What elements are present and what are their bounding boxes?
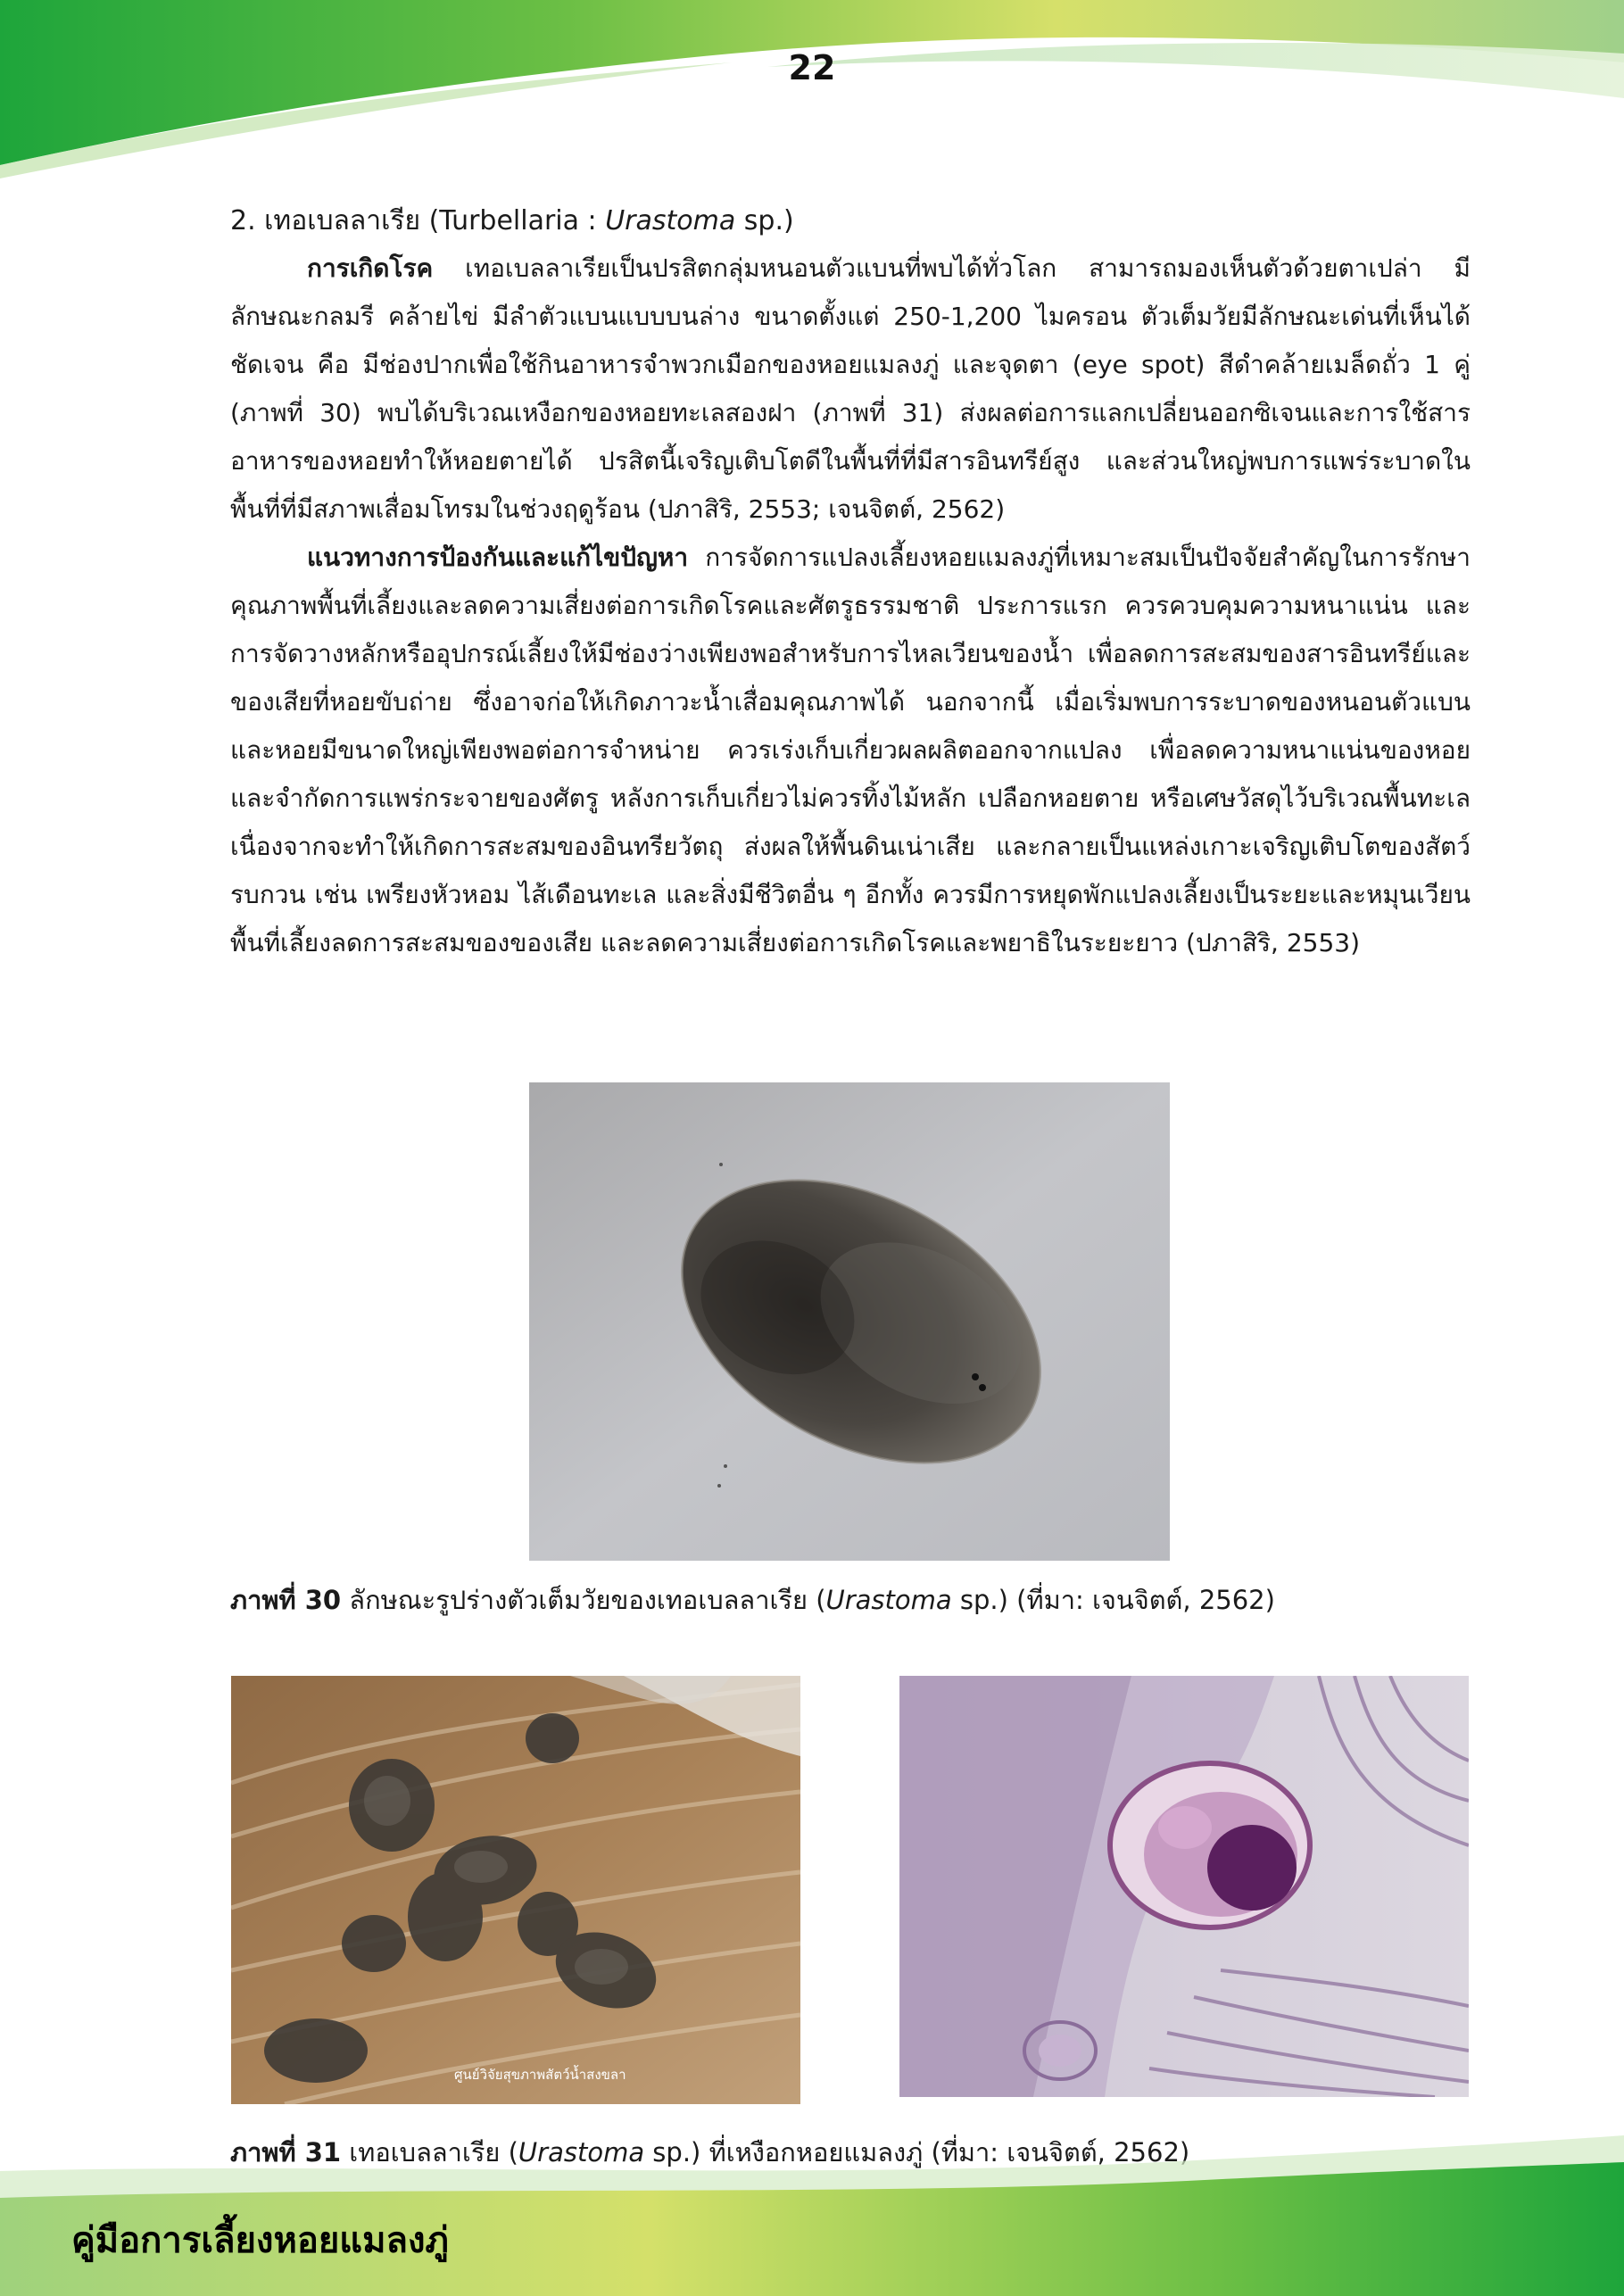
prevention-lead: แนวทางการป้องกันและแก้ไขปัญหา <box>307 543 689 572</box>
figure-30-caption <box>230 1580 1471 1620</box>
figure-30-label: ภาพที่ 30 <box>230 1585 342 1615</box>
figure-31-italic: Urastoma <box>518 2137 645 2168</box>
disease-lead: การเกิดโรค <box>307 253 434 283</box>
disease-paragraph <box>230 245 1471 534</box>
figure-31-label: ภาพที่ 31 <box>230 2137 342 2168</box>
section-heading-italic: Urastoma <box>605 205 736 236</box>
section-heading <box>230 198 1471 245</box>
figure-31-watermark: ศูนย์วิจัยสุขภาพสัตว์น้ำสงขลา <box>454 2067 626 2083</box>
section-heading-prefix: 2. เทอเบลลาเรีย (Turbellaria : <box>230 205 606 236</box>
section-heading-suffix: sp.) <box>735 205 794 236</box>
main-content <box>230 198 1471 967</box>
figure-30-text-after: sp.) (ที่มา: เจนจิตต์, 2562) <box>951 1585 1275 1615</box>
disease-text: เทอเบลลาเรียเป็นปรสิตกลุ่มหนอนตัวแบนที่พบได้ทั่วโลก สามารถมองเห็นตัวด้วยตาเปล่า มีลักษณะกลมรี คล้ายไข่ มีลำตัวแบนแบบบนล่าง ขนาดตั้งแต่ 250-1,200 ไมครอน ตัวเต็มวัยมีลักษณะเด่นที่เห็นได้ชัดเจน คือ มีช่องปากเพื่อใช้กินอาหารจำพวกเมือกของหอยแมลงภู่ และจุดตา (eye spot) สีดำคล้ายเมล็ดถั่ว 1 คู่ (ภาพที่ 30) พบได้บริเวณเหงือกของหอยทะเลสองฝา (ภาพที่ 31) ส่งผลต่อการแลกเปลี่ยนออกซิเจนและการใช้สารอาหารของหอยทำให้หอยตายได้ ปรสิตนี้เจริญเติบโตดีในพื้นที่ที่มีสารอินทรีย์สูง และส่วนใหญ่พบการแพร่ระบาดในพื้นที่ที่มีสภาพเสื่อมโทรมในช่วงฤดูร้อน (ปภาสิริ, 2553; เจนจิตต์, 2562) <box>230 253 1471 524</box>
prevention-text: การจัดการแปลงเลี้ยงหอยแมลงภู่ที่เหมาะสมเป็นปัจจัยสำคัญในการรักษาคุณภาพพื้นที่เลี้ยงและลดความเสี่ยงต่อการเกิดโรคและศัตรูธรรมชาติ ประการแรก ควรควบคุมความหนาแน่น และการจัดวางหลักหรืออุปกรณ์เลี้ยงให้มีช่องว่างเพียงพอสำหรับการไหลเวียนของน้ำ เพื่อลดการสะสมของสารอินทรีย์และของเสียที่หอยขับถ่าย ซึ่งอาจก่อให้เกิดภาวะน้ำเสื่อมคุณภาพได้ นอกจากนี้ เมื่อเริ่มพบการระบาดของหนอนตัวแบน และหอยมีขนาดใหญ่เพียงพอต่อการจำหน่าย ควรเร่งเก็บเกี่ยวผลผลิตออกจากแปลง เพื่อลดความหนาแน่นของหอยและจำกัดการแพร่กระจายของศัตรู หลังการเก็บเกี่ยวไม่ควรทิ้งไม้หลัก เปลือกหอยตาย หรือเศษวัสดุไว้บริเวณพื้นทะเล เนื่องจากจะทำให้เกิดการสะสมของอินทรียวัตถุ ส่งผลให้พื้นดินเน่าเสีย และกลายเป็นแหล่งเกาะเจริญเติบโตของสัตว์รบกวน เช่น เพรียงหัวหอม ไส้เดือนทะเล และสิ่งมีชีวิตอื่น ๆ อีกทั้ง ควรมีการหยุดพักแปลงเลี้ยงเป็นระยะและหมุนเวียนพื้นที่เลี้ยงลดการสะสมของของเสีย และลดความเสี่ยงต่อการเกิดโรคและพยาธิในระยะยาว (ปภาสิริ, 2553) <box>230 543 1471 957</box>
footer-title: คู่มือการเลี้ยงหอยแมลงภู่ <box>71 2220 449 2261</box>
header-wave-decoration <box>0 0 1624 178</box>
prevention-paragraph <box>230 534 1471 967</box>
figure-31-text-after: sp.) ที่เหงือกหอยแมลงภู่ (ที่มา: เจนจิตต์, 2562) <box>644 2137 1190 2168</box>
figure-30-image <box>529 1082 1170 1561</box>
figure-31-text-before: เทอเบลลาเรีย ( <box>341 2137 518 2168</box>
figure-31-right-image <box>899 1676 1469 2097</box>
page-number: 22 <box>788 48 836 87</box>
figure-31-left-image <box>231 1676 800 2104</box>
figure-30-italic: Urastoma <box>825 1585 952 1615</box>
figure-30-text-before: ลักษณะรูปร่างตัวเต็มวัยของเทอเบลลาเรีย ( <box>341 1585 826 1615</box>
